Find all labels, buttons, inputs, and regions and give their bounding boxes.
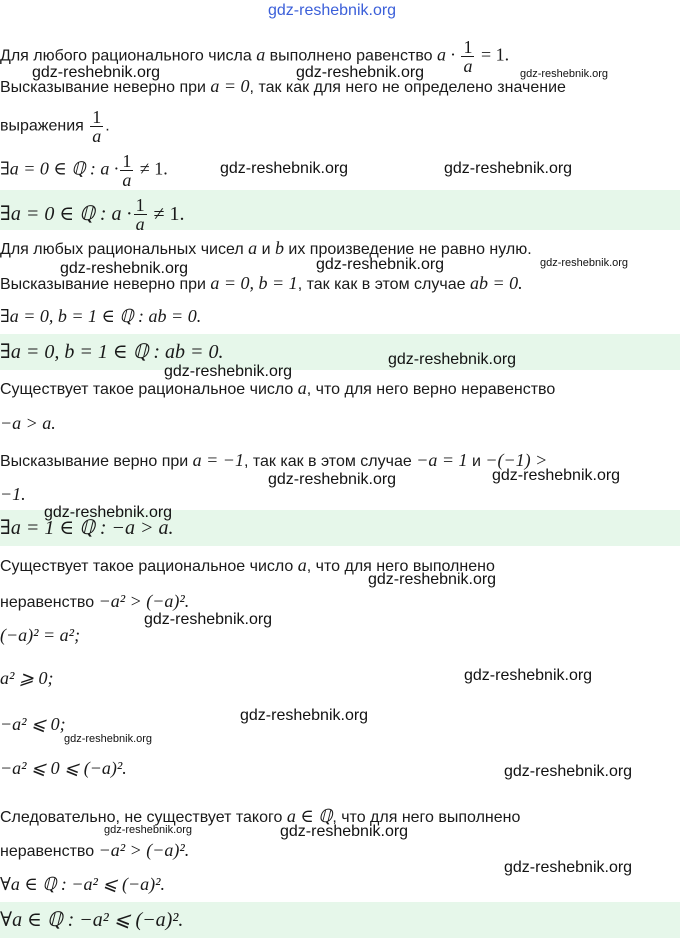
- watermark: gdz-reshebnik.org: [220, 160, 349, 177]
- fraction: $\frac{1}{a}$: [463, 37, 473, 76]
- formula-4e: ∀a ∈ ℚ : −a² ⩽ (−a)².: [0, 874, 166, 894]
- watermark: gdz-reshebnik.org: [504, 763, 633, 780]
- conclusion-4-cont: неравенство −a² > (−a)².: [0, 840, 190, 860]
- formula-3: −a > a.: [0, 413, 56, 433]
- statement-1: Для любого рационального числа a выполнено равенство a · $\frac{1}{a}$ = 1.: [0, 37, 510, 76]
- formula-4c: −a² ⩽ 0;: [0, 714, 66, 734]
- watermark: gdz-reshebnik.org: [368, 571, 497, 588]
- answer-4: ∀a ∈ ℚ : −a² ⩽ (−a)².: [0, 909, 184, 931]
- answer-1: ∃a = 0 ∈ ℚ : a · $\frac{1}{a}$ ≠ 1.: [0, 195, 185, 234]
- watermark: gdz-reshebnik.org: [444, 160, 573, 177]
- watermark: gdz-reshebnik.org: [316, 256, 445, 273]
- watermark: gdz-reshebnik.org: [144, 611, 273, 628]
- watermark: gdz-reshebnik.org: [388, 351, 517, 368]
- watermark: gdz-reshebnik.org: [280, 823, 409, 840]
- answer-2: ∃a = 0, b = 1 ∈ ℚ : ab = 0.: [0, 341, 224, 363]
- fraction: $\frac{1}{a}$: [122, 151, 132, 190]
- watermark: gdz-reshebnik.org: [104, 824, 193, 836]
- conclusion-4: Следовательно, не существует такого a ∈ ℚ, что для него выполнено: [0, 806, 521, 826]
- formula-4d: −a² ⩽ 0 ⩽ (−a)².: [0, 758, 127, 778]
- watermark: gdz-reshebnik.org: [268, 471, 397, 488]
- watermark: gdz-reshebnik.org: [60, 260, 189, 277]
- watermark: gdz-reshebnik.org: [520, 68, 609, 80]
- answer-3: ∃a = 1 ∈ ℚ : −a > a.: [0, 517, 174, 539]
- reason-2: Высказывание неверно при a = 0, b = 1, так как в этом случае ab = 0.: [0, 273, 523, 293]
- statement-4: Существует такое рациональное число a, что для него выполнено: [0, 555, 495, 575]
- statement-4-cont: неравенство −a² > (−a)².: [0, 591, 190, 611]
- watermark: gdz-reshebnik.org: [296, 64, 425, 81]
- formula-1: ∃a = 0 ∈ ℚ : a · $\frac{1}{a}$ ≠ 1.: [0, 151, 168, 190]
- watermark: gdz-reshebnik.org: [492, 467, 621, 484]
- reason-1: Высказывание неверно при a = 0, так как для него не определено значение: [0, 76, 566, 96]
- formula-4b: a² ⩾ 0;: [0, 668, 54, 688]
- reason-3-cont: −1.: [0, 484, 26, 504]
- formula-4a: (−a)² = a²;: [0, 625, 81, 645]
- watermark: gdz-reshebnik.org: [164, 363, 293, 380]
- reason-3: Высказывание верно при a = −1, так как в этом случае −a = 1 и −(−1) >: [0, 450, 548, 470]
- statement-3: Существует такое рациональное число a, что для него верно неравенство: [0, 378, 556, 398]
- watermark: gdz-reshebnik.org: [540, 257, 629, 269]
- watermark: gdz-reshebnik.org: [64, 733, 153, 745]
- watermark: gdz-reshebnik.org: [44, 504, 173, 521]
- statement-2: Для любых рациональных чисел a и b их произведение не равно нулю.: [0, 238, 532, 258]
- watermark: gdz-reshebnik.org: [464, 667, 593, 684]
- watermark: gdz-reshebnik.org: [32, 64, 161, 81]
- fraction: $\frac{1}{a}$: [135, 195, 145, 234]
- watermark: gdz-reshebnik.org: [240, 707, 369, 724]
- watermark: gdz-reshebnik.org: [268, 2, 397, 19]
- reason-1-cont: выражения $\frac{1}{a}$ .: [0, 107, 110, 146]
- formula-2: ∃a = 0, b = 1 ∈ ℚ : ab = 0.: [0, 306, 202, 326]
- fraction: $\frac{1}{a}$: [92, 107, 102, 146]
- watermark: gdz-reshebnik.org: [504, 859, 633, 876]
